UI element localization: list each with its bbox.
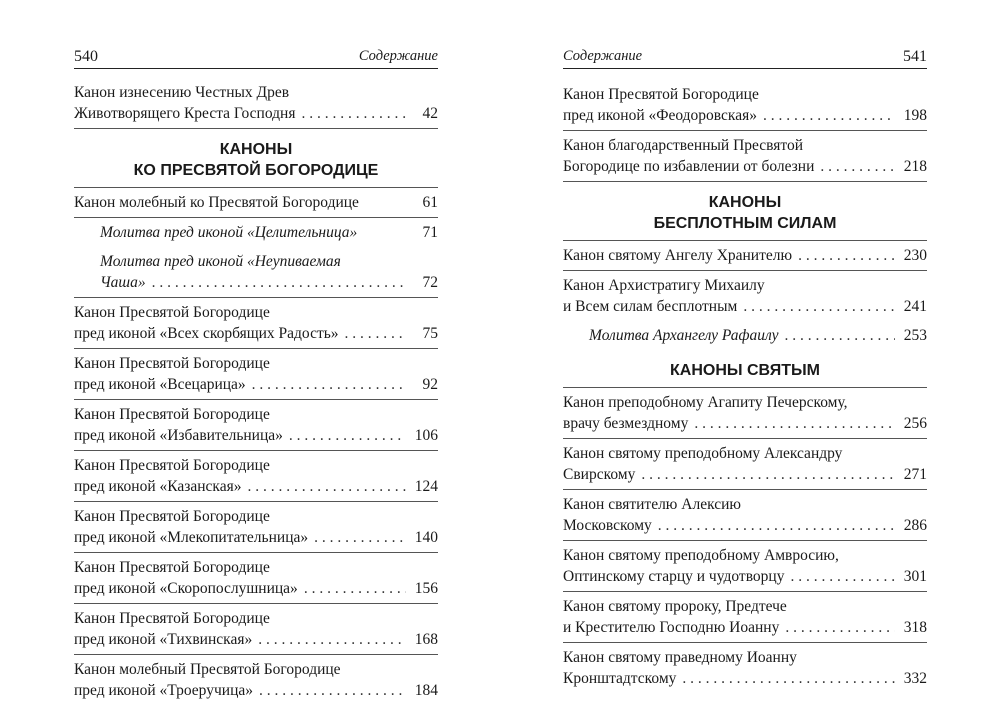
left-toc [74,78,438,705]
entry-page: 301 [903,568,927,585]
entry-page: 241 [903,298,927,315]
toc-entry[interactable]: Канон Пресвятой Богородице пред иконой «Тихвинская» . . . 168 [74,604,438,655]
section-heading: КАНОНЫ БЕСПЛОТНЫМ СИЛАМ [563,182,927,241]
left-page [74,0,438,699]
toc-entry[interactable]: Канон преподобному Агапиту Печерскому, врачу безмездному . . . 256 [563,388,927,439]
entry-page: 140 [414,529,438,546]
toc-entry[interactable]: Канон святителю Алексию Московскому . . . 286 [563,490,927,541]
toc-entry[interactable]: Канон святому праведному Иоанну Кронштадтскому . . . 332 [563,643,927,693]
entry-page: 198 [903,107,927,124]
toc-subentry[interactable]: Молитва пред иконой «Неупиваемая Чаша» . . . 72 [74,247,438,298]
running-title: Содержание [563,48,643,64]
entry-page: 106 [414,427,438,444]
toc-subentry[interactable]: Молитва пред иконой «Целительница» 71 [100,224,438,241]
toc-entry[interactable]: Канон Пресвятой Богородице пред иконой «Казанская» . . . 124 [74,451,438,502]
entry-page: 218 [903,158,927,175]
running-title: Содержание [358,48,438,64]
entry-page: 42 [422,105,438,122]
toc-entry[interactable]: Канон Пресвятой Богородице пред иконой «Всецарица» . . . 92 [74,349,438,400]
right-page [563,0,927,687]
toc-entry[interactable]: Канон Пресвятой Богородице пред иконой «Феодоровская» . . . 198 [563,80,927,131]
page-number: 540 [74,48,98,65]
toc-entry[interactable]: Канон Пресвятой Богородице пред иконой «Скоропослушница» . . . 156 [74,553,438,604]
section-heading: КАНОНЫ СВЯТЫМ [563,350,927,388]
entry-page: 61 [422,194,438,211]
entry-page: 168 [414,631,438,648]
toc-entry[interactable]: Канон святому преподобному Амвросию, Оптинскому старцу и чудотворцу . . . 301 [563,541,927,592]
entry-page: 71 [422,224,438,241]
entry-page: 286 [903,517,927,534]
entry-page: 256 [903,415,927,432]
entry-page: 253 [903,327,927,344]
toc-entry[interactable]: Канон молебный Пресвятой Богородице пред иконой «Троеручица» . . . 184 [74,655,438,705]
entry-page: 318 [903,619,927,636]
entry-page: 75 [422,325,438,342]
entry-page: 92 [422,376,438,393]
toc-entry[interactable]: Канон святому Ангелу Хранителю . . . 230 [563,241,927,271]
toc-entry[interactable]: Канон благодарственный Пресвятой Богородице по избавлении от болезни . . . 218 [563,131,927,182]
section-heading: КАНОНЫ КО ПРЕСВЯТОЙ БОГОРОДИЦЕ [74,129,438,188]
entry-page: 230 [903,247,927,264]
toc-entry[interactable]: Канон Архистратигу Михаилу и Всем силам бесплотным . . . 241 [563,271,927,321]
toc-entry[interactable]: Канон Пресвятой Богородице пред иконой «Избавительница» . . . 106 [74,400,438,451]
entry-page: 72 [422,274,438,291]
entry-page: 184 [414,682,438,699]
entry-page: 332 [903,670,927,687]
toc-entry[interactable]: Канон Пресвятой Богородице пред иконой «Млекопитательница» . . . 140 [74,502,438,553]
right-toc [563,80,927,693]
toc-entry[interactable]: Канон молебный ко Пресвятой Богородице 61 [74,188,438,218]
entry-page: 156 [414,580,438,597]
toc-entry[interactable]: Канон Пресвятой Богородице пред иконой «Всех скорбящих Радость» . . . 75 [74,298,438,349]
left-running-head [74,46,438,69]
right-running-head [563,46,927,69]
page-number: 541 [903,48,927,65]
entry-page: 271 [903,466,927,483]
toc-entry[interactable]: Канон святому пророку, Предтече и Крестителю Господню Иоанну . . . 318 [563,592,927,643]
entry-page: 124 [414,478,438,495]
toc-subentry[interactable]: Молитва Архангелу Рафаилу . . . 253 [563,321,927,350]
toc-entry[interactable]: Канон святому преподобному Александру Свирскому . . . 271 [563,439,927,490]
toc-entry[interactable]: Канон изнесению Честных Древ Животворящего Креста Господня . . . 42 [74,78,438,129]
